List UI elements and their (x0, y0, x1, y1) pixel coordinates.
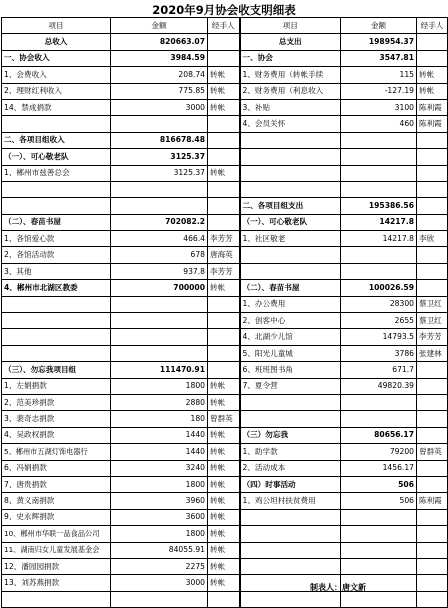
cell-handler-left: 唐海英 (208, 247, 240, 263)
table-row (2, 181, 448, 197)
table-row (2, 526, 448, 542)
cell-amount-right: 3100 (341, 99, 417, 115)
cell-amount-left: 816678.48 (111, 132, 208, 148)
cell-item-left: 8、黄义南捐款 (2, 493, 111, 509)
cell-item-left: （二）、春苗书屋 (2, 214, 111, 230)
cell-item-left: （一）、可心敬老队 (2, 149, 111, 165)
cell-amount-right: 115 (341, 67, 417, 83)
table-row (2, 411, 448, 427)
cell-handler-right (417, 280, 448, 296)
cell-handler-right: 陈利霞 (417, 116, 448, 132)
cell-item-right: 2、创客中心 (240, 313, 341, 329)
cell-item-left: 二、各项目组收入 (2, 132, 111, 148)
cell-item-left: 3、其他 (2, 263, 111, 279)
cell-amount-left: 111470.91 (111, 362, 208, 378)
cell-item-left: 4、郴州市北湖区教委 (2, 280, 111, 296)
cell-item-left: 一、协会收入 (2, 50, 111, 66)
table-row (2, 313, 448, 329)
cell-item-right: 7、夏令营 (240, 378, 341, 394)
cell-item-left: 1、郴州市兹善总会 (2, 165, 111, 181)
cell-handler-right (417, 149, 448, 165)
cell-amount-left: 180 (111, 411, 208, 427)
table-row (2, 460, 448, 476)
table-row (2, 509, 448, 525)
table-row (2, 542, 448, 558)
cell-item-left (2, 313, 111, 329)
header-item-right: 项目 (240, 18, 341, 34)
cell-handler-left: 转帐 (208, 509, 240, 525)
cell-amount-left: 1800 (111, 476, 208, 492)
cell-handler-left (208, 34, 240, 50)
cell-handler-right (417, 542, 448, 558)
cell-item-left: （三）、勿忘我项目组 (2, 362, 111, 378)
cell-amount-left: 3984.59 (111, 50, 208, 66)
table-row (2, 575, 448, 591)
cell-handler-left: 转帐 (208, 67, 240, 83)
cell-item-right: 1、社区敬老 (240, 231, 341, 247)
cell-amount-left: 1800 (111, 378, 208, 394)
cell-amount-left: 3600 (111, 509, 208, 525)
cell-amount-left: 1440 (111, 444, 208, 460)
table-row (2, 231, 448, 247)
cell-amount-left: 3125.37 (111, 165, 208, 181)
cell-item-right (240, 247, 341, 263)
cell-amount-right: 80656.17 (341, 427, 417, 443)
cell-item-left (2, 296, 111, 312)
table-row (2, 558, 448, 574)
cell-amount-right: 506 (341, 493, 417, 509)
cell-item-right (240, 542, 341, 558)
cell-handler-right (417, 198, 448, 214)
table-row (2, 50, 448, 66)
cell-handler-right: 张建林 (417, 345, 448, 361)
table-row (2, 476, 448, 492)
cell-amount-right: 28300 (341, 296, 417, 312)
cell-item-right (240, 165, 341, 181)
cell-amount-right: 1456.17 (341, 460, 417, 476)
cell-item-left: 3、裴奇志捐款 (2, 411, 111, 427)
cell-item-right: 1、助学款 (240, 444, 341, 460)
cell-handler-left (208, 50, 240, 66)
cell-item-right: （二）、春苗书屋 (240, 280, 341, 296)
cell-amount-right (341, 263, 417, 279)
ledger-table (1, 17, 448, 608)
cell-handler-right (417, 362, 448, 378)
cell-amount-right (341, 181, 417, 197)
cell-handler-right (417, 509, 448, 525)
cell-handler-left: 曾群英 (208, 411, 240, 427)
cell-handler-left: 转帐 (208, 378, 240, 394)
cell-amount-left: 820663.07 (111, 34, 208, 50)
cell-handler-right (417, 165, 448, 181)
table-row (2, 296, 448, 312)
cell-handler-left: 转帐 (208, 394, 240, 410)
table-row (2, 427, 448, 443)
table-row (2, 444, 448, 460)
table-row (2, 378, 448, 394)
cell-handler-right (417, 558, 448, 574)
cell-amount-left: 466.4 (111, 231, 208, 247)
table-row (2, 362, 448, 378)
cell-amount-right: 100026.59 (341, 280, 417, 296)
cell-handler-left: 转帐 (208, 575, 240, 591)
cell-amount-left: 84055.91 (111, 542, 208, 558)
cell-item-left: 11、湖南归女儿童发展基金会 (2, 542, 111, 558)
cell-amount-right (341, 149, 417, 165)
cell-handler-left: 转帐 (208, 280, 240, 296)
table-row (2, 214, 448, 230)
cell-item-left (2, 116, 111, 132)
cell-amount-right (341, 542, 417, 558)
cell-item-left: 2、范美珍捐款 (2, 394, 111, 410)
cell-handler-right (417, 575, 448, 591)
cell-amount-right: 671.7 (341, 362, 417, 378)
cell-item-right: 1、财务费用（转帐手续 (240, 67, 341, 83)
header-amount-left: 金额 (111, 18, 208, 34)
cell-amount-left (111, 116, 208, 132)
cell-handler-left (208, 329, 240, 345)
cell-handler-left (208, 181, 240, 197)
cell-item-right: 1、办公费用 (240, 296, 341, 312)
cell-handler-left (208, 132, 240, 148)
cell-amount-left: 1800 (111, 526, 208, 542)
cell-handler-left: 转帐 (208, 83, 240, 99)
cell-handler-right (417, 214, 448, 230)
cell-handler-right (417, 247, 448, 263)
cell-handler-right: 蔡卫红 (417, 296, 448, 312)
cell-handler-right (417, 460, 448, 476)
cell-item-left: 6、冯娟捐款 (2, 460, 111, 476)
cell-amount-left (111, 329, 208, 345)
cell-amount-left: 3000 (111, 99, 208, 115)
table-row (2, 345, 448, 361)
cell-amount-left (111, 296, 208, 312)
cell-amount-left: 2880 (111, 394, 208, 410)
cell-item-right (240, 132, 341, 148)
cell-amount-right (341, 526, 417, 542)
cell-amount-left (111, 198, 208, 214)
cell-item-right: 2、活动成本 (240, 460, 341, 476)
cell-amount-left: 3125.37 (111, 149, 208, 165)
cell-item-right (240, 526, 341, 542)
cell-item-left: 12、潘园园捐款 (2, 558, 111, 574)
cell-item-right: （三）勿忘我 (240, 427, 341, 443)
header-item-left: 项目 (2, 18, 111, 34)
cell-amount-left (111, 591, 208, 607)
cell-handler-left (208, 116, 240, 132)
cell-handler-right: 蔡卫红 (417, 313, 448, 329)
table-row (2, 67, 448, 83)
cell-amount-left (111, 345, 208, 361)
cell-handler-left: 转帐 (208, 558, 240, 574)
cell-handler-left (208, 149, 240, 165)
cell-handler-left: 转帐 (208, 427, 240, 443)
cell-handler-right (417, 476, 448, 492)
cell-handler-left (208, 296, 240, 312)
cell-item-left: 9、史永辉捐款 (2, 509, 111, 525)
cell-handler-left (208, 313, 240, 329)
cell-item-left: 14、禁成捐款 (2, 99, 111, 115)
cell-handler-left: 转帐 (208, 526, 240, 542)
cell-amount-left: 1440 (111, 427, 208, 443)
cell-handler-left: 转帐 (208, 165, 240, 181)
cell-amount-right (341, 165, 417, 181)
header-row (2, 18, 448, 34)
cell-amount-right: 79200 (341, 444, 417, 460)
cell-item-right: 6、班班图书角 (240, 362, 341, 378)
cell-handler-left (208, 591, 240, 607)
table-row (2, 493, 448, 509)
cell-item-left (2, 198, 111, 214)
cell-item-right (240, 591, 341, 607)
cell-handler-left: 李芳芳 (208, 263, 240, 279)
cell-item-left: 2、各馆活动款 (2, 247, 111, 263)
cell-item-right: 5、阳光儿童城 (240, 345, 341, 361)
cell-amount-left: 208.74 (111, 67, 208, 83)
cell-item-left: 1、会费收入 (2, 67, 111, 83)
cell-handler-right (417, 411, 448, 427)
table-row (2, 329, 448, 345)
sheet-title: 2020年9月协会收支明细表 (152, 3, 296, 17)
cell-amount-right: 460 (341, 116, 417, 132)
cell-amount-left: 937.8 (111, 263, 208, 279)
cell-handler-right: 李欣 (417, 231, 448, 247)
cell-item-left (2, 329, 111, 345)
table-row (2, 247, 448, 263)
cell-handler-right (417, 378, 448, 394)
cell-amount-right: 2655 (341, 313, 417, 329)
cell-amount-right: 14217.8 (341, 214, 417, 230)
cell-handler-right (417, 181, 448, 197)
table-row (2, 591, 448, 607)
cell-handler-right (417, 394, 448, 410)
cell-amount-left: 678 (111, 247, 208, 263)
cell-amount-right: 49820.39 (341, 378, 417, 394)
header-amount-right: 金额 (341, 18, 417, 34)
cell-amount-left: 702082.2 (111, 214, 208, 230)
cell-amount-right (341, 591, 417, 607)
cell-amount-right (341, 509, 417, 525)
cell-amount-right (341, 394, 417, 410)
cell-handler-right: 转帐 (417, 83, 448, 99)
cell-item-right: 总支出 (240, 34, 341, 50)
cell-item-right: 4、北湖少儿馆 (240, 329, 341, 345)
cell-handler-right (417, 427, 448, 443)
cell-amount-left: 3960 (111, 493, 208, 509)
cell-item-left: 5、郴州市五湖灯饰电器行 (2, 444, 111, 460)
cell-item-right: 4、会员关怀 (240, 116, 341, 132)
cell-item-right: 3、补贴 (240, 99, 341, 115)
cell-amount-left: 775.85 (111, 83, 208, 99)
cell-handler-right (417, 591, 448, 607)
cell-handler-right: 陈利霞 (417, 493, 448, 509)
cell-item-left: 7、唐贵捐款 (2, 476, 111, 492)
cell-item-left: 13、刘苏燕捐款 (2, 575, 111, 591)
cell-amount-right: 198954.37 (341, 34, 417, 50)
cell-item-right: （一）、可心敬老队 (240, 214, 341, 230)
cell-item-left (2, 591, 111, 607)
table-row (2, 149, 448, 165)
cell-item-left: 2、理财红利收入 (2, 83, 111, 99)
cell-handler-left (208, 345, 240, 361)
cell-item-right: 1、鸡公坦村扶贫费用 (240, 493, 341, 509)
table-row (2, 83, 448, 99)
cell-item-left: 1、左娟捐款 (2, 378, 111, 394)
header-handler-right: 经手人 (417, 18, 448, 34)
cell-item-left (2, 181, 111, 197)
cell-handler-right (417, 34, 448, 50)
cell-amount-left: 3000 (111, 575, 208, 591)
cell-amount-left: 3240 (111, 460, 208, 476)
cell-amount-right: 14793.5 (341, 329, 417, 345)
cell-item-left (2, 345, 111, 361)
table-row (2, 116, 448, 132)
table-maker: 制表人：唐文新 (310, 583, 366, 592)
cell-handler-left: 转帐 (208, 476, 240, 492)
table-row (2, 394, 448, 410)
cell-amount-right (341, 132, 417, 148)
cell-item-left: 4、吴政权捐款 (2, 427, 111, 443)
cell-handler-left: 转帐 (208, 444, 240, 460)
table-row (2, 280, 448, 296)
cell-item-left: 总收入 (2, 34, 111, 50)
cell-handler-right (417, 263, 448, 279)
cell-item-right (240, 181, 341, 197)
cell-handler-right: 曾群英 (417, 444, 448, 460)
cell-item-left: 1、各馆爱心款 (2, 231, 111, 247)
cell-item-right: 一、协会 (240, 50, 341, 66)
cell-item-right (240, 149, 341, 165)
cell-handler-right: 陈利霞 (417, 99, 448, 115)
cell-amount-right: 14217.8 (341, 231, 417, 247)
cell-handler-left: 转帐 (208, 460, 240, 476)
cell-handler-left: 转帐 (208, 493, 240, 509)
cell-handler-left (208, 214, 240, 230)
cell-amount-right (341, 247, 417, 263)
cell-amount-right: 3547.81 (341, 50, 417, 66)
cell-amount-left (111, 181, 208, 197)
cell-amount-right: -127.19 (341, 83, 417, 99)
cell-item-right (240, 394, 341, 410)
cell-handler-right (417, 132, 448, 148)
table-row (2, 132, 448, 148)
cell-handler-right (417, 526, 448, 542)
cell-handler-left: 转帐 (208, 542, 240, 558)
cell-amount-right (341, 411, 417, 427)
table-row (2, 198, 448, 214)
cell-item-right (240, 263, 341, 279)
cell-amount-left: 700000 (111, 280, 208, 296)
cell-handler-left (208, 198, 240, 214)
cell-handler-right (417, 50, 448, 66)
cell-item-right: 2、财务费用（利息收入 (240, 83, 341, 99)
header-handler-left: 经手人 (208, 18, 240, 34)
cell-amount-left (111, 313, 208, 329)
cell-amount-right: 195386.56 (341, 198, 417, 214)
cell-item-right: （四）时事活动 (240, 476, 341, 492)
cell-handler-right: 转帐 (417, 67, 448, 83)
table-row (2, 165, 448, 181)
cell-item-left: 10、郴州市华联一品食品公司 (2, 526, 111, 542)
cell-amount-right: 3786 (341, 345, 417, 361)
table-row (2, 263, 448, 279)
table-row (2, 99, 448, 115)
cell-item-right: 二、各项目组支出 (240, 198, 341, 214)
cell-handler-left (208, 362, 240, 378)
cell-item-right (240, 411, 341, 427)
cell-handler-left: 转帐 (208, 99, 240, 115)
cell-amount-right: 506 (341, 476, 417, 492)
cell-item-right (240, 509, 341, 525)
cell-handler-right: 李芳芳 (417, 329, 448, 345)
cell-item-right (240, 558, 341, 574)
cell-amount-right (341, 558, 417, 574)
cell-amount-left: 2275 (111, 558, 208, 574)
table-row (2, 34, 448, 50)
cell-handler-left: 李芳芳 (208, 231, 240, 247)
